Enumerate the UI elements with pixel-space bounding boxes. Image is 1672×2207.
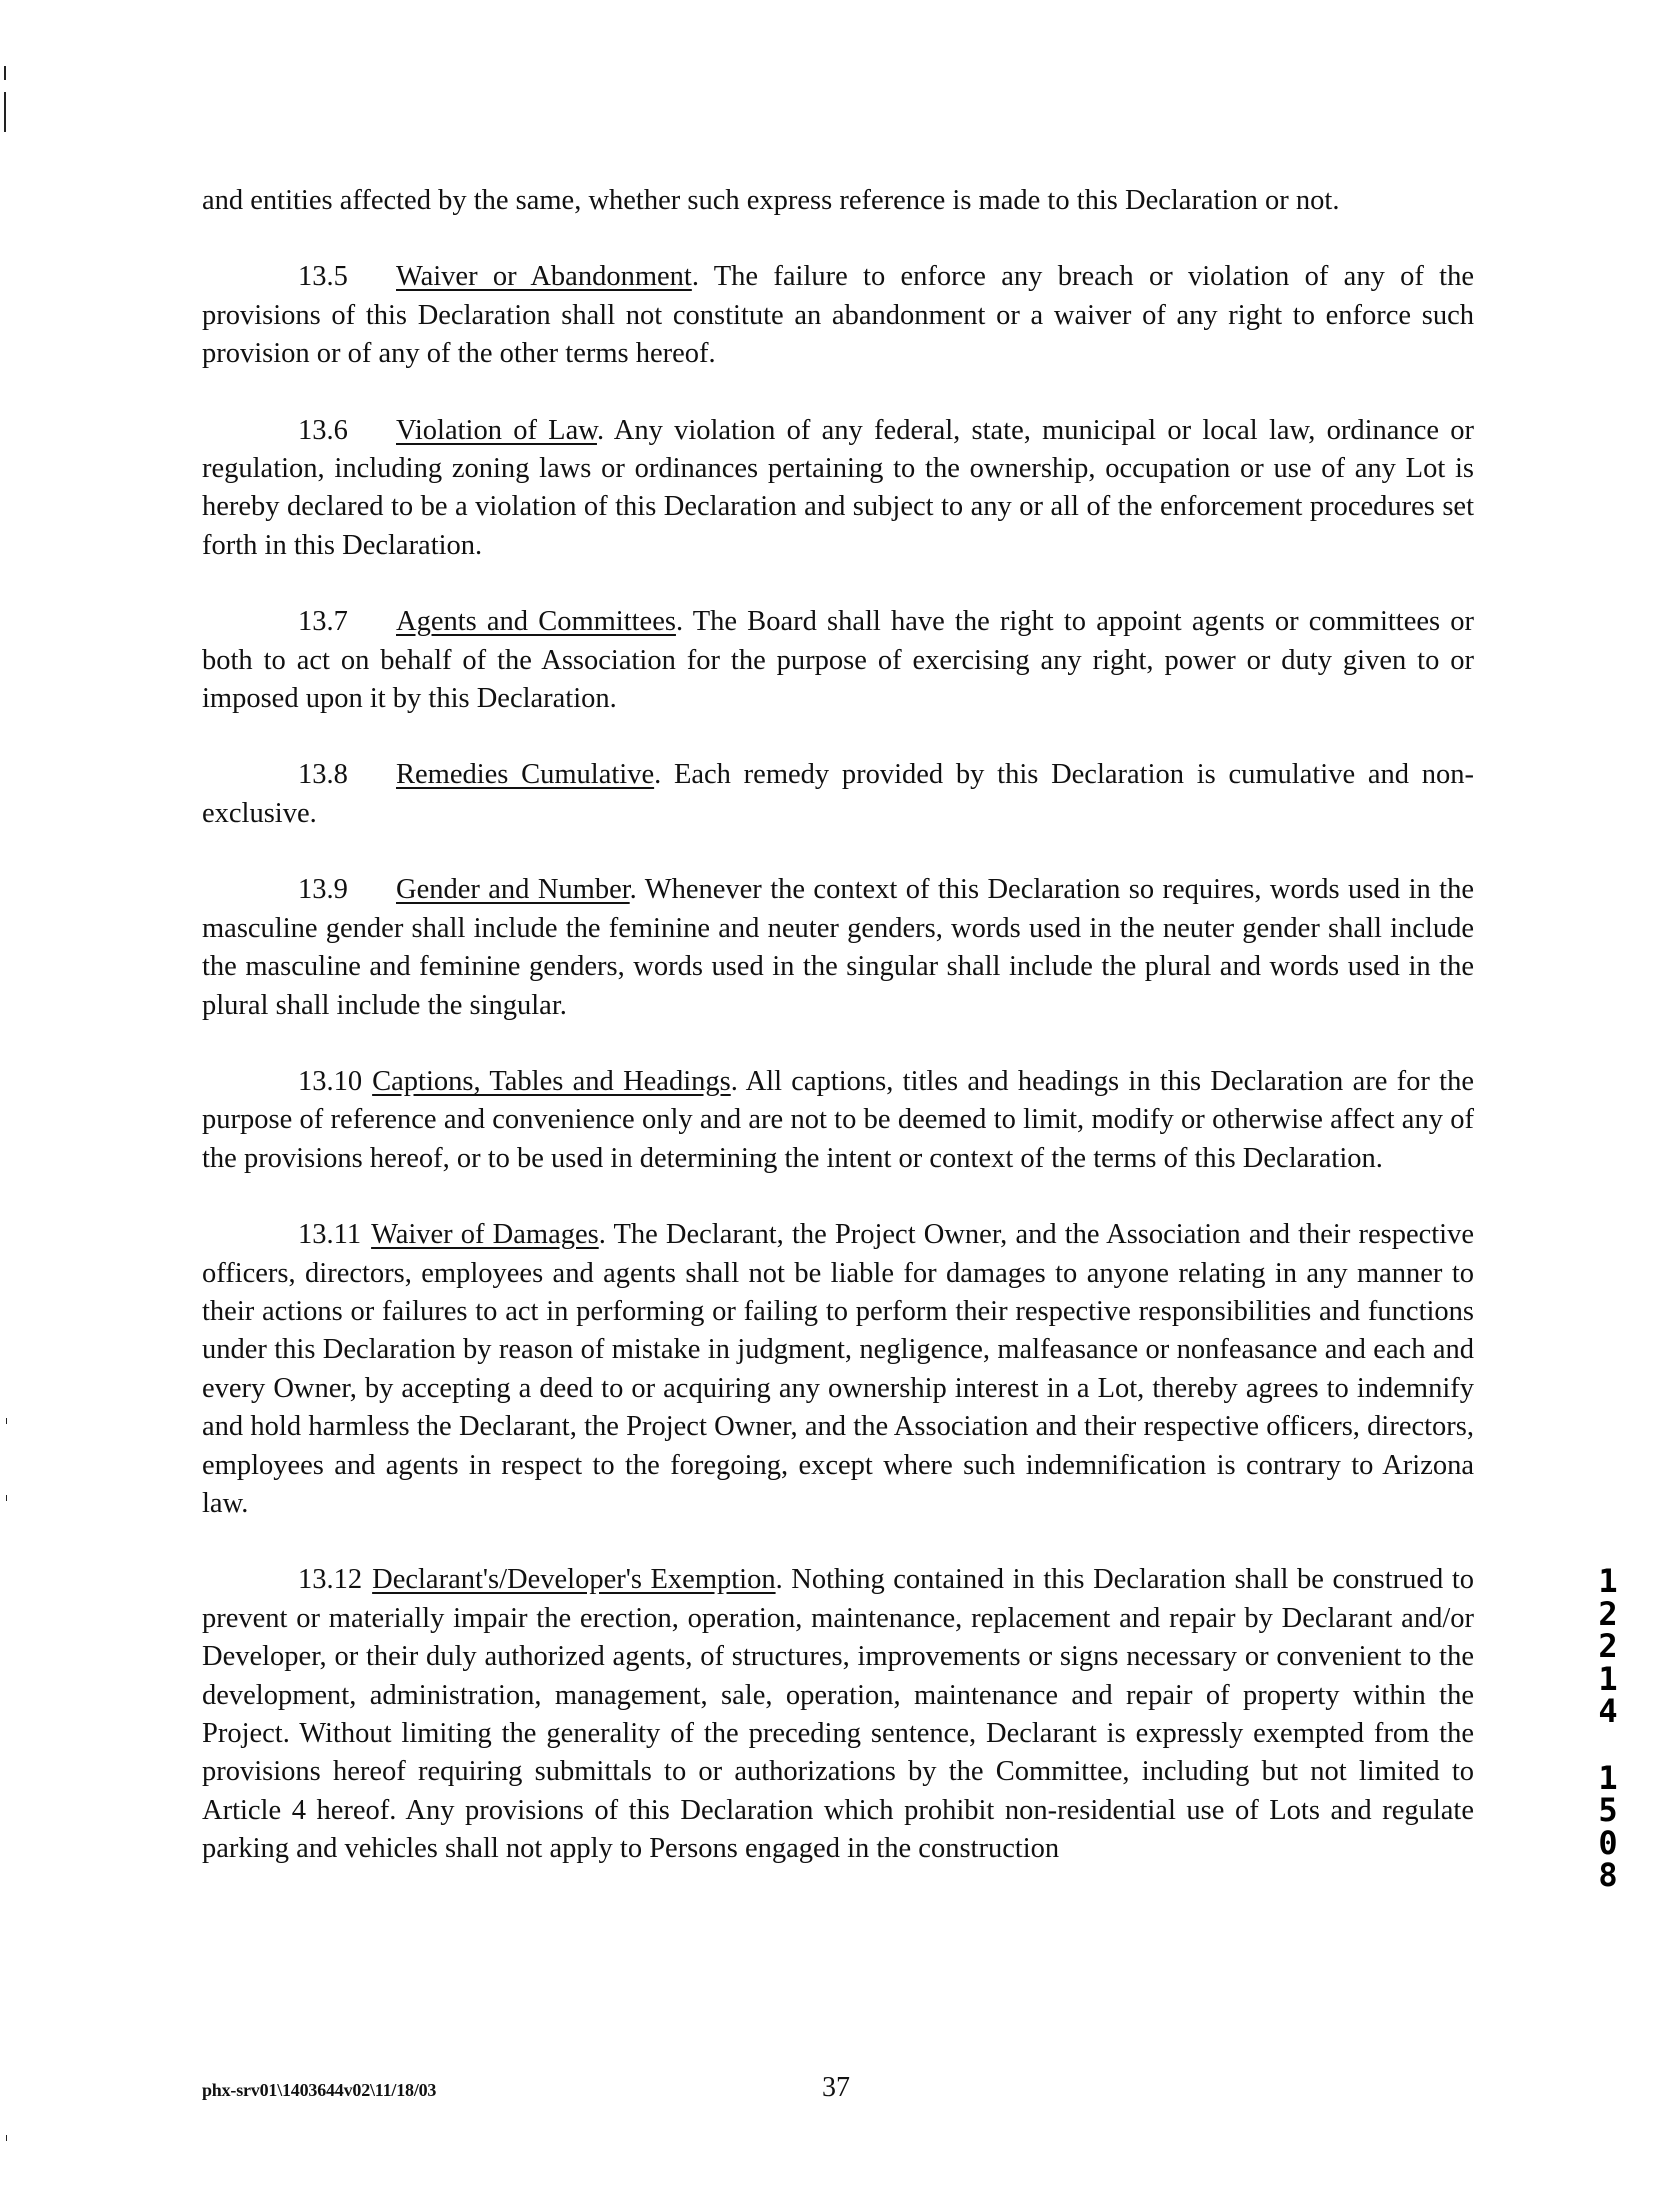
page-number: 37 bbox=[822, 2072, 850, 2103]
footer-document-id: phx-srv01\1403644v02\11/18/03 bbox=[202, 2080, 437, 2100]
section-title: Violation of Law bbox=[396, 414, 597, 446]
section-text: . The Declarant, the Project Owner, and the Association and their respective officers, directors, employees and agents shall not be liable for damages to anyone relating in any manner to their actions or failures to act in performing or failing to perform their respective responsibilities and functions under this Declaration by reason of mistake in judgment, negligence, malfeasance or nonfeasance and each and every Owner, by accepting a deed to or acquiring any ownership interest in a Lot, thereby agrees to indemnify and hold harmless the Declarant, the Project Owner, and the Association and their respective officers, directors, employees and agents in respect to the foregoing, except where such indemnification is contrary to Arizona law. bbox=[202, 1219, 1474, 1519]
recording-digit: 2 bbox=[1598, 1627, 1618, 1665]
section-13-12 bbox=[202, 1561, 1474, 1868]
section-number: 13.12 bbox=[298, 1564, 363, 1596]
section-title: Declarant's/Developer's Exemption bbox=[372, 1564, 776, 1596]
recording-digit: 5 bbox=[1598, 1791, 1618, 1829]
scan-edge-mark bbox=[4, 92, 6, 132]
section-title: Waiver of Damages bbox=[371, 1219, 599, 1251]
section-title: Gender and Number bbox=[396, 874, 630, 906]
section-13-7 bbox=[202, 603, 1474, 718]
section-number: 13.7 bbox=[298, 606, 348, 638]
scan-edge-mark bbox=[4, 66, 6, 80]
section-number: 13.6 bbox=[298, 414, 348, 446]
document-body bbox=[202, 182, 1474, 1907]
section-number: 13.9 bbox=[298, 874, 348, 906]
recording-number-stamp bbox=[1588, 1562, 1628, 1894]
section-13-5 bbox=[202, 258, 1474, 373]
section-13-8 bbox=[202, 756, 1474, 833]
section-text: . Nothing contained in this Declaration shall be construed to prevent or materially impair the erection, operation, maintenance, replacement and repair by Declarant and/or Developer, or their duly authorized agents, of structures, improvements or signs necessary or convenient to the development, administration, management, sale, operation, maintenance and repair of property within the Project. Without limiting the generality of the preceding sentence, Declarant is expressly exempted from the provisions hereof requiring submittals to or authorizations by the Committee, including but not limited to Article 4 hereof. Any provisions of this Declaration which prohibit non-residential use of Lots and regulate parking and vehicles shall not apply to Persons engaged in the construction bbox=[202, 1564, 1474, 1865]
section-title: Waiver or Abandonment bbox=[396, 261, 692, 293]
section-13-10 bbox=[202, 1063, 1474, 1178]
section-text: . Any violation of any federal, state, municipal or local law, ordinance or regulation, including zoning laws or ordinances pertaining to the ownership, occupation or use of any Lot is hereby declared to be a violation of this Declaration and subject to any or all of the enforcement procedures set forth in this Declaration. bbox=[202, 414, 1474, 561]
scan-edge-mark bbox=[6, 2135, 7, 2141]
paragraph-continuation bbox=[202, 182, 1474, 220]
section-text: . All captions, titles and headings in this Declaration are for the purpose of reference and convenience only and are not to be deemed to limit, modify or otherwise affect any of the provisions hereof, or to be used in determining the intent or context of the terms of this Declaration. bbox=[202, 1065, 1474, 1174]
section-title: Remedies Cumulative bbox=[396, 759, 655, 791]
scan-edge-mark bbox=[6, 1495, 7, 1501]
section-13-11 bbox=[202, 1216, 1474, 1523]
section-text: . Each remedy provided by this Declaration is cumulative and non-exclusive. bbox=[202, 759, 1474, 829]
scan-edge-mark bbox=[6, 1418, 7, 1424]
section-13-9 bbox=[202, 871, 1474, 1025]
recording-digit: 1 bbox=[1598, 1659, 1618, 1698]
section-title: Captions, Tables and Headings bbox=[372, 1065, 731, 1097]
section-number: 13.8 bbox=[298, 759, 348, 791]
section-13-6 bbox=[202, 412, 1474, 566]
recording-number-group-1 bbox=[1598, 1562, 1618, 1730]
recording-digit: 2 bbox=[1598, 1594, 1618, 1633]
recording-digit: 0 bbox=[1598, 1823, 1618, 1862]
recording-digit: 4 bbox=[1598, 1692, 1618, 1730]
section-text: . The failure to enforce any breach or violation of any of the provisions of this Declaration shall not constitute an abandonment or a waiver of any right to enforce such provision or of any of the other terms hereof. bbox=[202, 261, 1474, 370]
paragraph-text: and entities affected by the same, whether such express reference is made to this Declaration or not. bbox=[202, 185, 1340, 216]
recording-digit: 1 bbox=[1598, 1758, 1618, 1797]
section-number: 13.10 bbox=[298, 1065, 363, 1097]
section-number: 13.11 bbox=[298, 1219, 362, 1251]
recording-digit: 8 bbox=[1598, 1856, 1618, 1894]
section-text: . Whenever the context of this Declaration so requires, words used in the masculine gender shall include the feminine and neuter genders, words used in the neuter gender shall include the masculine and feminine genders, words used in the singular shall include the plural and words used in the plural shall include the singular. bbox=[202, 874, 1474, 1021]
recording-number-group-2 bbox=[1598, 1758, 1618, 1894]
section-number: 13.5 bbox=[298, 261, 348, 293]
section-text: . The Board shall have the right to appoint agents or committees or both to act on behalf of the Association for the purpose of exercising any right, power or duty given to or imposed upon it by this Declaration. bbox=[202, 606, 1474, 715]
recording-digit: 1 bbox=[1598, 1562, 1618, 1600]
section-title: Agents and Committees bbox=[396, 606, 676, 638]
